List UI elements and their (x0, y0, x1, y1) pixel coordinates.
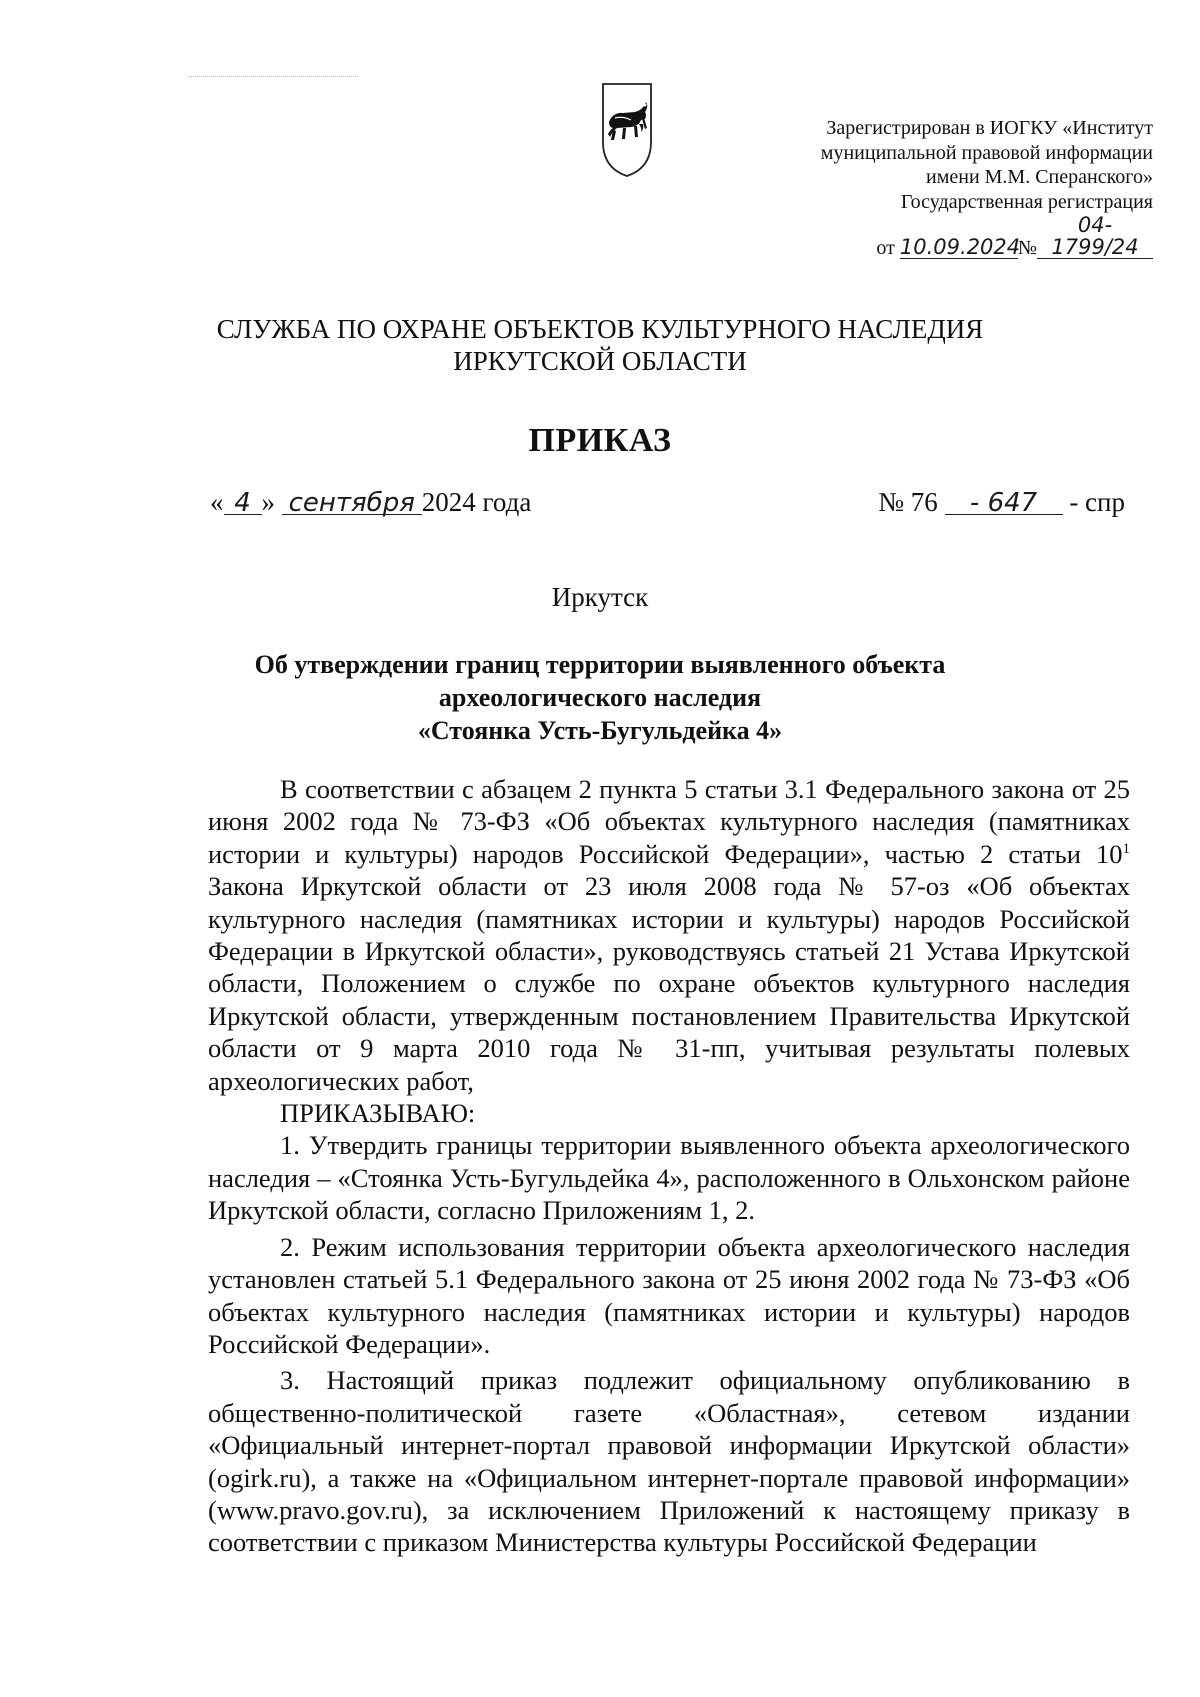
order-number-handwritten: - 647 (945, 492, 1063, 515)
order-item-3: 3. Настоящий приказ подлежит официальному опубликованию в общественно-политической газете «Областная», сетевом издании «Официальный интернет-портал правовой информации Иркутской области» (ogirk.ru), а также на «Официальном интернет-портале правовой информации» (www.pravo.gov.ru), за исключением Приложений к настоящему приказу в соответствии с приказом Министерства культуры Российской Федерации (208, 1365, 1130, 1558)
date-open-quote: « (210, 487, 224, 517)
order-number-prefix: № 76 (878, 487, 938, 517)
order-item-2: 2. Режим использования территории объекта археологического наследия установлен статьей 5.1 Федерального закона от 25 июня 2002 года № 73-ФЗ «Об объектах культурного наследия (памятниках истории и культуры) народов Российской Федерации». (208, 1231, 1130, 1359)
order-word: ПРИКАЗЫВАЮ: (280, 1098, 476, 1129)
subject-line-3: «Стоянка Усть-Бугульдейка 4» (417, 716, 783, 745)
registration-line-1: Зарегистрирован в ИОГКУ «Институт (826, 117, 1153, 139)
agency-name-line-2: ИРКУТСКОЙ ОБЛАСТИ (453, 346, 747, 376)
order-number-suffix: - спр (1069, 487, 1125, 517)
order-item-1: 1. Утвердить границы территории выявленного объекта археологического наследия – «Стоянка Усть-Бугульдейка 4», расположенного в Ольхонском районе Иркутской области, согласно Приложениям 1, 2. (208, 1130, 1130, 1226)
coat-of-arms-icon (601, 82, 653, 178)
registration-line-2: муниципальной правовой информации (820, 141, 1153, 164)
date-year: 2024 года (421, 487, 532, 517)
scan-artifact (188, 76, 358, 78)
date-close-quote: » (261, 487, 275, 517)
article-superscript: 1 (1122, 840, 1130, 857)
document-type-title: ПРИКАЗ (528, 422, 672, 459)
subject-line-1: Об утверждении границ территории выявленного объекта (254, 650, 946, 679)
order-body (208, 773, 1130, 1559)
agency-name-line-1: СЛУЖБА ПО ОХРАНЕ ОБЪЕКТОВ КУЛЬТУРНОГО НАСЛЕДИЯ (216, 314, 984, 344)
registration-line-4: Государственная регистрация (900, 190, 1153, 213)
agency-name (0, 313, 1200, 377)
date-month-handwritten: сентября (282, 492, 422, 515)
registration-stamp (733, 116, 1153, 261)
order-subject (0, 648, 1200, 747)
preamble-part-1: В соответствии с абзацем 2 пункта 5 статьи 3.1 Федерального закона от 25 июня 2002 года № 73-ФЗ «Об объектах культурного наследия (памятниках истории и культуры) народов Российской Федерации», частью 2 статьи 10 (208, 774, 1130, 869)
registration-line-5 (733, 214, 1153, 261)
registration-from-label: от (876, 237, 895, 259)
registration-number-sign: № (1017, 237, 1037, 259)
preamble-part-2: Закона Иркутской области от 23 июля 2008 года № 57-оз «Об объектах культурного наследия (памятниках истории и культуры) народов Российской Федерации в Иркутской области», руководствуясь статьей 21 Устава Иркутской области, Положением о службе по охране объектов культурного наследия Иркутской области, утвержденным постановлением Правительства Иркутской области от 9 марта 2010 года № 31-пп, учитывая результаты полевых археологических работ, (208, 871, 1130, 1096)
preamble-paragraph (208, 773, 1130, 1097)
subject-line-2: археологического наследия (438, 683, 762, 712)
order-number (878, 486, 1125, 518)
registration-line-3: имени М.М. Сперанского» (926, 166, 1153, 188)
registration-date-handwritten: 10.09.2024 (899, 235, 1021, 259)
order-date (210, 486, 531, 518)
registration-number-handwritten: 04-1799/24 (1037, 214, 1153, 259)
city-name: Иркутск (551, 582, 649, 612)
date-day-handwritten: 4 (224, 492, 262, 515)
